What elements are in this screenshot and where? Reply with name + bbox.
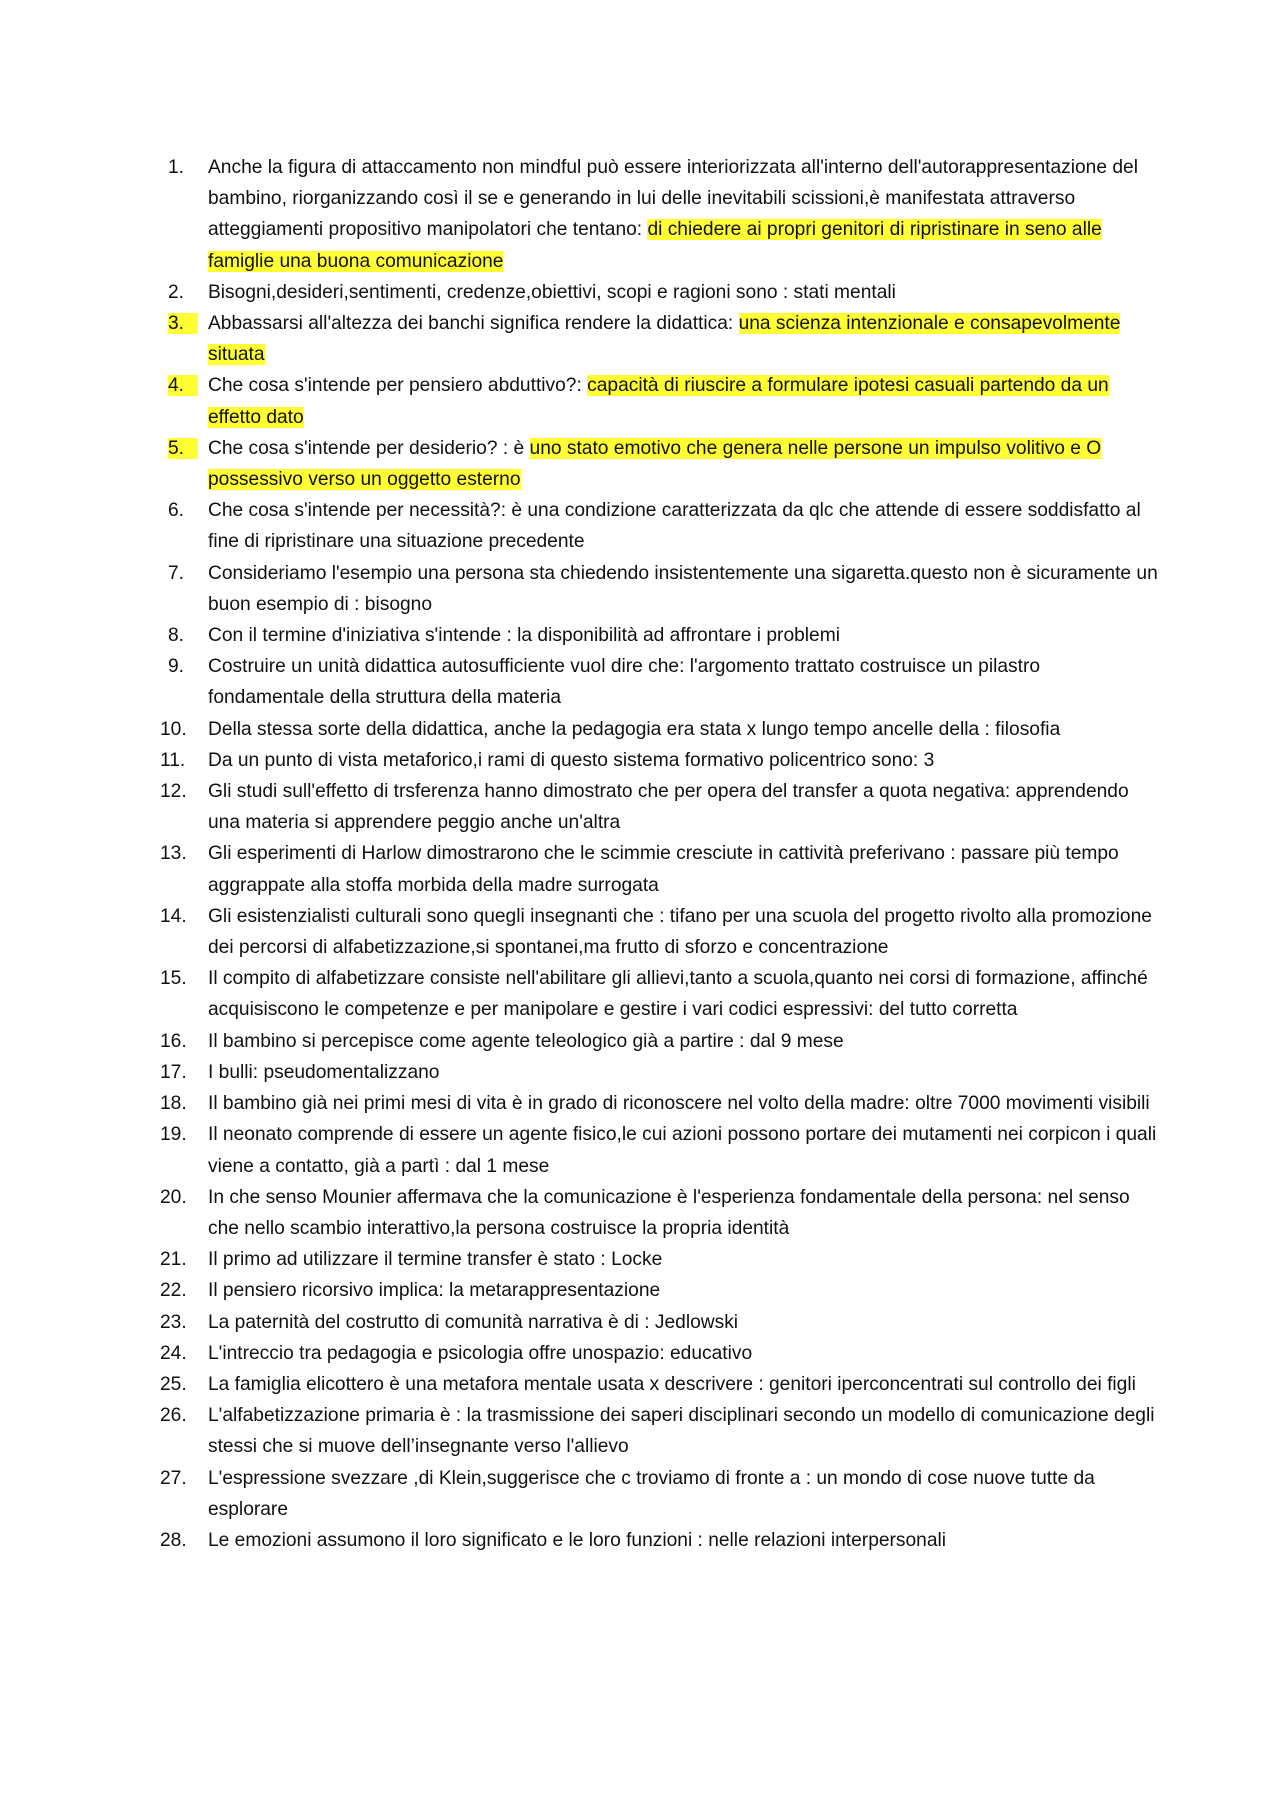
item-text-segment: Costruire un unità didattica autosufficiente vuol dire che: l'argomento trattato costruisce un pilastro fondamentale della struttura della materia xyxy=(208,656,1041,709)
item-text-segment: Della stessa sorte della didattica, anche la pedagogia era stata x lungo tempo ancelle della : filosofia xyxy=(208,718,1061,740)
item-number-text: 7. xyxy=(168,562,185,584)
item-number-text: 25. xyxy=(160,1373,187,1395)
item-text xyxy=(208,1057,1160,1088)
list-item xyxy=(160,838,1160,900)
item-text xyxy=(208,1307,1160,1338)
item-text-segment: L'intreccio tra pedagogia e psicologia offre unospazio: educativo xyxy=(208,1342,753,1364)
item-number xyxy=(160,776,208,807)
item-number-text: 17. xyxy=(160,1061,187,1083)
item-text-segment: Che cosa s'intende per desiderio? : è xyxy=(208,437,530,459)
item-text-segment: Che cosa s'intende per pensiero abduttivo?: xyxy=(208,375,588,397)
item-number-text: 15. xyxy=(160,968,187,990)
list-item xyxy=(160,1026,1160,1057)
item-text xyxy=(208,308,1160,370)
item-number xyxy=(160,152,208,183)
item-text xyxy=(208,1400,1160,1462)
list-item xyxy=(160,1307,1160,1338)
item-number-text: 2. xyxy=(168,281,185,303)
item-number xyxy=(160,1088,208,1119)
item-text-segment: I bulli: pseudomentalizzano xyxy=(208,1061,440,1083)
item-text-segment: L'alfabetizzazione primaria è : la trasmissione dei saperi disciplinari secondo un modello di comunicazione degli stessi che si muove dell’insegnante verso l'allievo xyxy=(208,1405,1155,1458)
list-item xyxy=(160,558,1160,620)
item-text-segment: Gli esperimenti di Harlow dimostrarono che le scimmie cresciute in cattività preferivano : passare più tempo aggrappate alla stoffa morbida della madre surrogata xyxy=(208,843,1119,896)
item-text-segment: Che cosa s'intende per necessità?: è una condizione caratterizzata da qlc che attende di essere soddisfatto al fine di ripristinare una situazione precedente xyxy=(208,500,1141,553)
list-item xyxy=(160,620,1160,651)
item-text-segment: Con il termine d'iniziativa s'intende : la disponibilità ad affrontare i problemi xyxy=(208,625,840,647)
list-item xyxy=(160,1525,1160,1556)
list-item xyxy=(160,963,1160,1025)
item-text xyxy=(208,1369,1160,1400)
item-number xyxy=(160,1275,208,1306)
item-text xyxy=(208,963,1160,1025)
highlighted-answer: di chiedere ai propri genitori di ripristinare in seno alle famiglie una buona comunicazione xyxy=(208,219,1102,272)
list-item xyxy=(160,1088,1160,1119)
item-text-segment: Il primo ad utilizzare il termine transfer è stato : Locke xyxy=(208,1249,663,1271)
item-number xyxy=(160,1338,208,1369)
item-number xyxy=(160,308,208,339)
item-text-segment: Consideriamo l'esempio una persona sta chiedendo insistentemente una sigaretta.questo non è sicuramente un buon esempio di : bisogno xyxy=(208,562,1158,615)
item-number-text: 28. xyxy=(160,1529,187,1551)
question-answer-list xyxy=(160,152,1160,1556)
item-text-segment: Gli studi sull'effetto di trsferenza hanno dimostrato che per opera del transfer a quota negativa: apprendendo una materia si apprendere peggio anche un'altra xyxy=(208,781,1129,834)
list-item xyxy=(160,370,1160,432)
item-number xyxy=(160,963,208,994)
list-item xyxy=(160,714,1160,745)
item-text-segment: Gli esistenzialisti culturali sono quegli insegnanti che : tifano per una scuola del progetto rivolto alla promozione dei percorsi di alfabetizzazione,si spontanei,ma frutto di sforzo e concentrazione xyxy=(208,905,1152,959)
item-number xyxy=(160,1244,208,1275)
item-text-segment: La famiglia elicottero è una metafora mentale usata x descrivere : genitori iperconcentrati sul controllo dei figli xyxy=(208,1373,1136,1395)
item-number xyxy=(160,370,208,401)
item-text-segment: Bisogni,desideri,sentimenti, credenze,obiettivi, scopi e ragioni sono : stati mentali xyxy=(208,281,896,303)
item-number-text: 3. xyxy=(168,313,198,334)
item-text xyxy=(208,838,1160,900)
list-item xyxy=(160,1244,1160,1275)
list-item xyxy=(160,1275,1160,1306)
item-text-segment: In che senso Mounier affermava che la comunicazione è l'esperienza fondamentale della persona: nel senso che nello scambio interattivo,la persona costruisce la propria identità xyxy=(208,1186,1130,1239)
highlighted-answer: uno stato emotivo che genera nelle persone un impulso volitivo e O possessivo verso un oggetto esterno xyxy=(208,437,1102,491)
item-number xyxy=(160,1525,208,1556)
item-text xyxy=(208,901,1160,963)
list-item xyxy=(160,745,1160,776)
item-number-text: 20. xyxy=(160,1186,187,1208)
list-item xyxy=(160,1369,1160,1400)
item-text-segment: Le emozioni assumono il loro significato e le loro funzioni : nelle relazioni interpersonali xyxy=(208,1529,947,1551)
list-item xyxy=(160,1338,1160,1369)
item-text xyxy=(208,433,1160,495)
item-number xyxy=(160,1057,208,1088)
item-text xyxy=(208,1338,1160,1369)
list-item xyxy=(160,495,1160,557)
item-number xyxy=(160,1463,208,1494)
highlighted-answer: capacità di riuscire a formulare ipotesi casuali partendo da un effetto dato xyxy=(208,375,1109,428)
item-number-text: 14. xyxy=(160,905,187,927)
item-text-segment: Da un punto di vista metaforico,i rami di questo sistema formativo policentrico sono: 3 xyxy=(208,749,935,771)
item-text xyxy=(208,1275,1160,1306)
item-text-segment: La paternità del costrutto di comunità narrativa è di : Jedlowski xyxy=(208,1311,739,1333)
item-text xyxy=(208,558,1160,620)
item-text xyxy=(208,651,1160,713)
item-text xyxy=(208,776,1160,838)
item-text xyxy=(208,495,1160,557)
item-number xyxy=(160,558,208,589)
item-number-text: 24. xyxy=(160,1342,187,1364)
item-text xyxy=(208,1182,1160,1244)
list-item xyxy=(160,776,1160,838)
item-number xyxy=(160,1369,208,1400)
item-number-text: 26. xyxy=(160,1405,187,1427)
item-number xyxy=(160,901,208,932)
list-item xyxy=(160,1463,1160,1525)
item-number xyxy=(160,1400,208,1431)
item-number xyxy=(160,277,208,308)
list-item xyxy=(160,433,1160,495)
item-number-text: 22. xyxy=(160,1280,187,1302)
item-text-segment: L'espressione svezzare ,di Klein,suggerisce che c troviamo di fronte a : un mondo di cose nuove tutte da esplorare xyxy=(208,1467,1095,1520)
list-item xyxy=(160,1057,1160,1088)
item-number xyxy=(160,1026,208,1057)
list-item xyxy=(160,308,1160,370)
item-number-text: 23. xyxy=(160,1311,187,1333)
item-text-segment: Il neonato comprende di essere un agente fisico,le cui azioni possono portare dei mutamenti nei corpicon i quali viene a contatto, già a partì : dal 1 mese xyxy=(208,1124,1157,1177)
item-number-text: 5. xyxy=(168,438,198,459)
item-number xyxy=(160,1182,208,1213)
item-text-segment: Abbassarsi all'altezza dei banchi significa rendere la didattica: xyxy=(208,313,739,335)
item-number xyxy=(160,838,208,869)
item-number xyxy=(160,745,208,776)
item-number xyxy=(160,714,208,745)
item-text xyxy=(208,620,1160,651)
item-number-text: 13. xyxy=(160,843,187,865)
list-item xyxy=(160,651,1160,713)
item-text xyxy=(208,1244,1160,1275)
list-item xyxy=(160,1182,1160,1244)
item-text xyxy=(208,277,1160,308)
item-number-text: 8. xyxy=(168,625,185,647)
item-number xyxy=(160,620,208,651)
list-item xyxy=(160,1119,1160,1181)
list-item xyxy=(160,1400,1160,1462)
item-text-segment: Il bambino già nei primi mesi di vita è in grado di riconoscere nel volto della madre: oltre 7000 movimenti visibili xyxy=(208,1093,1150,1115)
item-text xyxy=(208,152,1160,277)
list-item xyxy=(160,277,1160,308)
item-text-segment: Il compito di alfabetizzare consiste nell'abilitare gli allievi,tanto a scuola,quanto nei corsi di formazione, affinché acquisiscono le competenze e per manipolare e gestire i vari codici espressivi: del tutto corretta xyxy=(208,968,1148,1021)
item-number-text: 19. xyxy=(160,1124,187,1146)
list-item xyxy=(160,152,1160,277)
item-text xyxy=(208,1026,1160,1057)
list-item xyxy=(160,901,1160,963)
item-number xyxy=(160,1307,208,1338)
item-text-segment: Il pensiero ricorsivo implica: la metarappresentazione xyxy=(208,1280,661,1302)
item-text-segment: Il bambino si percepisce come agente teleologico già a partire : dal 9 mese xyxy=(208,1030,844,1052)
item-number-text: 16. xyxy=(160,1030,187,1052)
item-number-text: 10. xyxy=(160,718,187,740)
item-text-segment: Anche la figura di attaccamento non mindful può essere interiorizzata all'interno dell'autorappresentazione del bambino, riorganizzando così il se e generando in lui delle inevitabili scissioni,è manifestata attraverso atteggiamenti propositivo manipolatori che tentano: xyxy=(208,157,1138,241)
item-number xyxy=(160,495,208,526)
item-text xyxy=(208,1088,1160,1119)
item-number-text: 27. xyxy=(160,1467,187,1489)
item-text xyxy=(208,1525,1160,1556)
highlighted-answer: una scienza intenzionale e consapevolmente situata xyxy=(208,313,1121,366)
item-number-text: 11. xyxy=(160,749,186,771)
item-number-text: 18. xyxy=(160,1093,187,1115)
item-number xyxy=(160,433,208,464)
item-text xyxy=(208,1119,1160,1181)
item-text xyxy=(208,714,1160,745)
item-text xyxy=(208,370,1160,432)
item-number-text: 1. xyxy=(168,157,185,178)
item-number xyxy=(160,1119,208,1150)
item-number-text: 12. xyxy=(160,781,187,803)
item-number-text: 21. xyxy=(160,1249,187,1271)
item-number xyxy=(160,651,208,682)
item-number-text: 6. xyxy=(168,500,185,522)
item-number-text: 4. xyxy=(168,375,198,396)
item-text xyxy=(208,745,1160,776)
item-number-text: 9. xyxy=(168,656,185,678)
item-text xyxy=(208,1463,1160,1525)
